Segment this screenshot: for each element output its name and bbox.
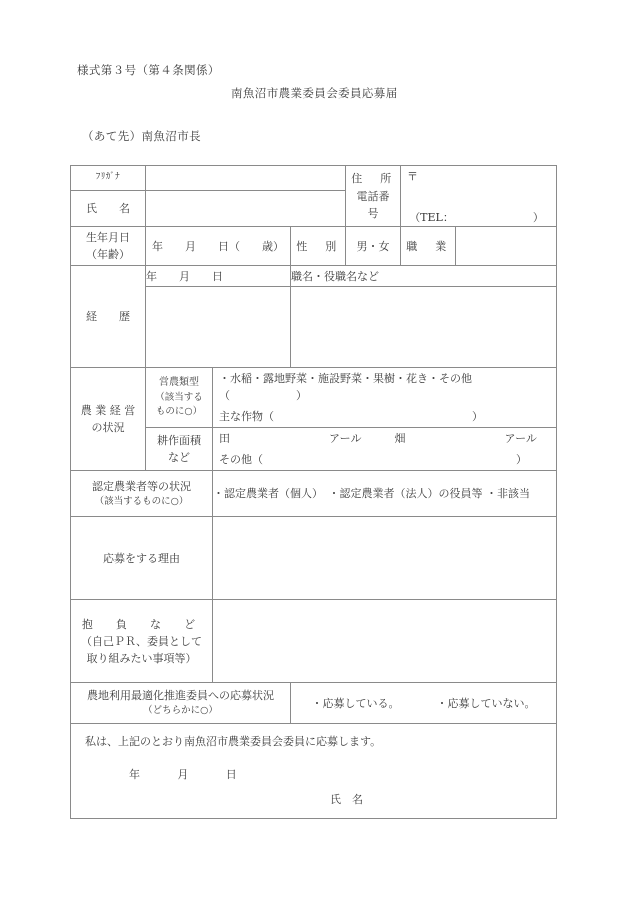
certified-farmer-options[interactable]: ・認定農業者（個人） ・認定農業者（法人）の役員等 ・非該当: [213, 471, 557, 517]
aspiration-input[interactable]: [213, 600, 557, 683]
career-title-header: 職名・役職名など: [291, 266, 557, 287]
name-label: 氏 名: [71, 190, 146, 226]
cultivated-area-cell[interactable]: [213, 428, 557, 471]
optimization-status-options[interactable]: [291, 683, 557, 724]
birthdate-label: [71, 227, 146, 266]
address-label-line2: 電話番: [356, 189, 390, 203]
career-date-header: 年 月 日: [146, 266, 291, 287]
table-row-declaration: [71, 724, 557, 819]
address-label-line3: 号: [367, 206, 379, 220]
farm-type-label-line3: ものに○）: [155, 406, 203, 418]
declaration-name-label[interactable]: 氏 名: [330, 793, 364, 807]
birthdate-label-line2: （年齢）: [86, 248, 130, 262]
address-phone-input[interactable]: [401, 166, 557, 227]
declaration-date-field[interactable]: 年 月 日: [129, 768, 238, 782]
table-row-optimization-status: [71, 683, 557, 724]
cultivated-area-line2[interactable]: その他（ ）: [219, 453, 527, 467]
furigana-input[interactable]: [146, 166, 346, 191]
farm-status-label-line2: の状況: [91, 421, 125, 435]
tel-field[interactable]: [401, 209, 556, 226]
tel-label: （TEL：: [409, 211, 454, 225]
occupation-label: 職 業: [401, 227, 456, 266]
table-row-birthdate: [71, 227, 557, 266]
aspiration-label: [71, 600, 213, 683]
farm-type-label-line1: 営農類型: [159, 377, 199, 389]
address-phone-label: [346, 166, 401, 227]
table-row-farm-type: [71, 368, 557, 428]
certified-farmer-label: [71, 471, 213, 517]
reason-label: 応募をする理由: [71, 517, 213, 600]
farm-type-label: [146, 368, 213, 428]
gender-options[interactable]: 男・女: [346, 227, 401, 266]
cultivated-area-line1[interactable]: 田 アール 畑 アール: [219, 432, 537, 446]
aspiration-label-line2: （自己ＰＲ、委員として: [81, 634, 202, 648]
addressee-line: （あて先）南魚沼市長: [82, 129, 201, 143]
table-row-certified-farmer: [71, 471, 557, 517]
aspiration-label-line3: 取り組みたい事項等）: [86, 651, 197, 665]
name-input[interactable]: [146, 190, 346, 226]
furigana-label: ﾌﾘｶﾞﾅ: [71, 166, 146, 191]
tel-close-paren: ）: [532, 211, 544, 225]
cultivated-area-label-line1: 耕作面積: [157, 434, 201, 448]
postal-mark: 〒: [407, 170, 419, 183]
aspiration-label-line1: 抱 負 な ど: [81, 617, 202, 631]
form-number: 様式第３号（第４条関係）: [77, 63, 220, 77]
optimization-status-label-line1: 農地利用最適化推進委員への応募状況: [87, 689, 274, 703]
cultivated-area-label-line2: など: [168, 451, 190, 465]
optimization-option-not-applied[interactable]: ・応募していない。: [436, 696, 536, 710]
document-title: 南魚沼市農業委員会委員応募届: [231, 86, 398, 100]
table-row-reason: [71, 517, 557, 600]
table-row-furigana: [71, 166, 557, 191]
declaration-text: 私は、上記のとおり南魚沼市農業委員会委員に応募します。: [85, 735, 382, 749]
optimization-status-label-line2: （どちらかに○）: [143, 705, 218, 717]
table-row-aspiration: [71, 600, 557, 683]
certified-farmer-label-line1: 認定農業者等の状況: [92, 479, 191, 493]
farm-type-cell[interactable]: [213, 368, 557, 428]
optimization-option-applied[interactable]: ・応募している。: [311, 696, 400, 710]
career-label: 経 歴: [71, 266, 146, 368]
farm-status-label: [71, 368, 146, 471]
career-title-input[interactable]: [291, 287, 557, 368]
reason-input[interactable]: [213, 517, 557, 600]
birthdate-label-line1: 生年月日: [86, 231, 130, 245]
occupation-input[interactable]: [456, 227, 557, 266]
application-form-table: [70, 165, 557, 819]
farm-type-main-crops[interactable]: 主な作物（ ）: [219, 410, 483, 424]
career-date-input[interactable]: [146, 287, 291, 368]
cultivated-area-label: [146, 428, 213, 471]
declaration-cell: [71, 724, 557, 819]
farm-status-label-line1: 農 業 経 営: [80, 404, 136, 418]
birthdate-input[interactable]: 年 月 日（ 歳）: [146, 227, 291, 266]
table-row-career-header: [71, 266, 557, 287]
gender-label: 性 別: [291, 227, 346, 266]
farm-type-label-line2: （該当する: [155, 391, 203, 403]
certified-farmer-label-line2: （該当するものに○）: [94, 495, 189, 507]
address-label-line1: 住 所: [351, 172, 395, 186]
farm-type-options[interactable]: ・水稲・露地野菜・施設野菜・果樹・花き・その他（ ）: [219, 372, 472, 403]
optimization-status-label: [71, 683, 291, 724]
